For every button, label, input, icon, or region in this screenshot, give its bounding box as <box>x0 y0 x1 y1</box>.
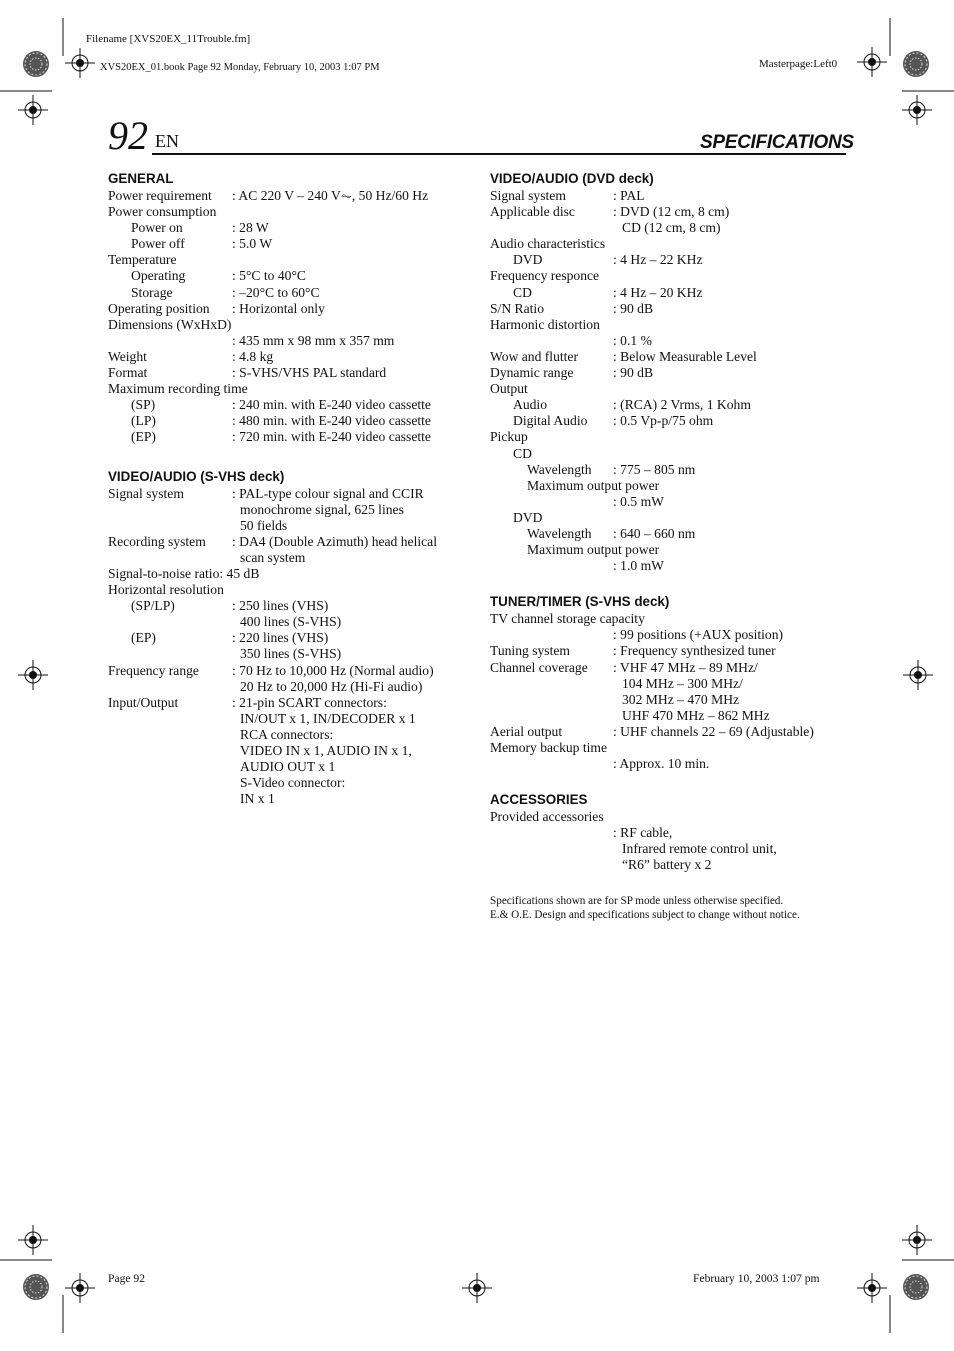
spec-value: : 90 dB <box>613 300 654 316</box>
spec-label: Digital Audio <box>513 413 588 429</box>
spec-value: : Horizontal only <box>232 300 325 316</box>
spec-value: CD (12 cm, 8 cm) <box>622 220 721 236</box>
spec-value: : 90 dB <box>613 365 654 381</box>
spec-value: : PAL-type colour signal and CCIR <box>232 485 424 501</box>
spec-label: Aerial output <box>490 723 563 739</box>
spec-label: Channel coverage <box>490 659 588 675</box>
section-heading-dvd: VIDEO/AUDIO (DVD deck) <box>490 171 654 186</box>
spec-value: : 250 lines (VHS) <box>232 598 329 614</box>
spec-value: : DVD (12 cm, 8 cm) <box>613 204 730 220</box>
footer-page: Page 92 <box>108 1272 146 1285</box>
spec-label: Power requirement <box>108 188 212 203</box>
spec-value: : 5.0 W <box>232 236 273 252</box>
spec-value: 350 lines (S-VHS) <box>240 646 342 662</box>
spec-label: DVD <box>513 509 543 525</box>
spec-value: : AC 220 V – 240 V⏦, 50 Hz/60 Hz <box>232 188 429 203</box>
spec-label: Applicable disc <box>490 204 575 220</box>
spec-value: monochrome signal, 625 lines <box>240 501 404 517</box>
spec-value: : 480 min. with E-240 video cassette <box>232 413 431 429</box>
spec-value: : PAL <box>613 188 645 203</box>
spec-value: : 99 positions (+AUX position) <box>613 627 784 643</box>
section-heading-tuner: TUNER/TIMER (S-VHS deck) <box>490 594 670 610</box>
spec-label: TV channel storage capacity <box>490 611 645 627</box>
spec-value: 104 MHz – 300 MHz/ <box>622 675 743 691</box>
spec-value: : 5°C to 40°C <box>232 268 306 284</box>
spec-label: Operating position <box>108 300 210 316</box>
masterpage-label: Masterpage:Left0 <box>759 58 838 70</box>
spec-value: UHF 470 MHz – 862 MHz <box>622 707 770 723</box>
language-code: EN <box>155 131 179 151</box>
footer-date: February 10, 2003 1:07 pm <box>693 1272 820 1285</box>
spec-label: Input/Output <box>108 694 179 710</box>
spec-value: : 435 mm x 98 mm x 357 mm <box>232 332 395 348</box>
spec-value: Infrared remote control unit, <box>622 841 777 857</box>
spec-value: : DA4 (Double Azimuth) head helical <box>232 533 437 549</box>
spec-value: : Approx. 10 min. <box>613 756 710 772</box>
spec-value: : 28 W <box>232 220 269 236</box>
spec-value: : RF cable, <box>613 825 673 841</box>
spec-value: S-Video connector: <box>240 775 346 791</box>
spec-value: : 1.0 mW <box>613 558 664 574</box>
spec-value: 400 lines (S-VHS) <box>240 614 342 630</box>
spec-label: Provided accessories <box>490 809 604 825</box>
spec-label: Maximum output power <box>527 477 660 493</box>
spec-value: : UHF channels 22 – 69 (Adjustable) <box>613 723 814 739</box>
spec-value: : Frequency synthesized tuner <box>613 643 776 659</box>
spec-label: Format <box>108 365 148 381</box>
spec-label: CD <box>513 284 532 300</box>
spec-value: 20 Hz to 20,000 Hz (Hi-Fi audio) <box>240 678 423 694</box>
spec-value: : 775 – 805 nm <box>613 461 696 477</box>
spec-label: Frequency range <box>108 662 199 678</box>
note-eoe: E.& O.E. Design and specifications subject to change without notice. <box>490 909 800 921</box>
spec-label: Wow and flutter <box>490 348 578 364</box>
spec-value: AUDIO OUT x 1 <box>240 759 336 775</box>
spec-label: Dimensions (WxHxD) <box>108 316 232 332</box>
spec-label: Weight <box>108 348 147 364</box>
spec-value: : 4 Hz – 20 KHz <box>613 284 703 300</box>
spec-label: (EP) <box>131 429 156 445</box>
spec-label: Signal-to-noise ratio: 45 dB <box>108 565 260 581</box>
spec-value: : VHF 47 MHz – 89 MHz/ <box>613 659 758 675</box>
spec-value: : 240 min. with E-240 video cassette <box>232 397 431 413</box>
note-sp-mode: Specifications shown are for SP mode unless otherwise specified. <box>490 895 784 907</box>
spec-value: : 640 – 660 nm <box>613 525 696 541</box>
book-info: XVS20EX_01.book Page 92 Monday, February 10, 2003 1:07 PM <box>100 62 380 73</box>
spec-value: 302 MHz – 470 MHz <box>622 691 740 707</box>
spec-label: (SP/LP) <box>131 598 175 614</box>
spec-value: : 70 Hz to 10,000 Hz (Normal audio) <box>232 662 434 678</box>
spec-label: Horizontal resolution <box>108 582 224 598</box>
spec-label: Audio <box>513 397 547 413</box>
page-title: SPECIFICATIONS <box>700 132 854 153</box>
spec-label: Operating <box>131 268 186 284</box>
spec-label: Recording system <box>108 533 206 549</box>
spec-value: RCA connectors: <box>240 726 334 742</box>
spec-value: : 0.5 Vp-p/75 ohm <box>613 413 714 429</box>
spec-label: Power off <box>131 236 185 252</box>
spec-label: (SP) <box>131 397 156 413</box>
spec-label: Signal system <box>108 485 184 501</box>
spec-value: : (RCA) 2 Vrms, 1 Kohm <box>613 397 751 413</box>
filename-label: Filename [XVS20EX_11Trouble.fm] <box>86 33 251 45</box>
spec-label: Signal system <box>490 188 566 203</box>
section-heading-accessories: ACCESSORIES <box>490 792 588 808</box>
spec-value: : 220 lines (VHS) <box>232 630 329 646</box>
spec-label: CD <box>513 445 532 461</box>
spec-value: : 720 min. with E-240 video cassette <box>232 429 431 445</box>
spec-label: Tuning system <box>490 643 570 659</box>
section-heading-svhs: VIDEO/AUDIO (S-VHS deck) <box>108 468 285 484</box>
spec-label: Storage <box>131 284 173 300</box>
spec-label: Audio characteristics <box>490 236 606 252</box>
spec-value: : 0.5 mW <box>613 493 664 509</box>
spec-value: “R6” battery x 2 <box>622 857 712 873</box>
spec-value: IN x 1 <box>240 791 275 807</box>
spec-value: : S-VHS/VHS PAL standard <box>232 365 387 381</box>
section-heading-general: GENERAL <box>108 171 174 186</box>
spec-value: : 0.1 % <box>613 332 652 348</box>
spec-label: Frequency responce <box>490 268 600 284</box>
spec-value: VIDEO IN x 1, AUDIO IN x 1, <box>240 743 412 758</box>
spec-label: DVD <box>513 252 543 268</box>
spec-label: Power on <box>131 220 183 236</box>
spec-label: Temperature <box>108 252 177 268</box>
spec-value: 50 fields <box>240 517 288 533</box>
page-number: 92 <box>108 113 148 158</box>
spec-value: scan system <box>240 549 306 565</box>
spec-label: Wavelength <box>527 461 592 477</box>
spec-value: : –20°C to 60°C <box>232 284 320 300</box>
spec-value: IN/OUT x 1, IN/DECODER x 1 <box>240 710 416 726</box>
spec-label: Output <box>490 381 528 397</box>
spec-label: Pickup <box>490 429 528 445</box>
spec-label: (EP) <box>131 630 156 646</box>
spec-value: : 4.8 kg <box>232 348 274 364</box>
spec-label: Dynamic range <box>490 365 574 381</box>
spec-label: Harmonic distortion <box>490 316 600 332</box>
spec-value: : 21-pin SCART connectors: <box>232 694 387 710</box>
spec-label: Wavelength <box>527 525 592 541</box>
spec-label: Power consumption <box>108 204 217 220</box>
spec-label: Maximum output power <box>527 542 660 558</box>
spec-label: (LP) <box>131 413 156 429</box>
spec-value: : 4 Hz – 22 KHz <box>613 252 703 268</box>
spec-label: Maximum recording time <box>108 381 248 397</box>
spec-value: : Below Measurable Level <box>613 348 757 364</box>
spec-label: Memory backup time <box>490 740 608 755</box>
spec-label: S/N Ratio <box>490 300 545 316</box>
